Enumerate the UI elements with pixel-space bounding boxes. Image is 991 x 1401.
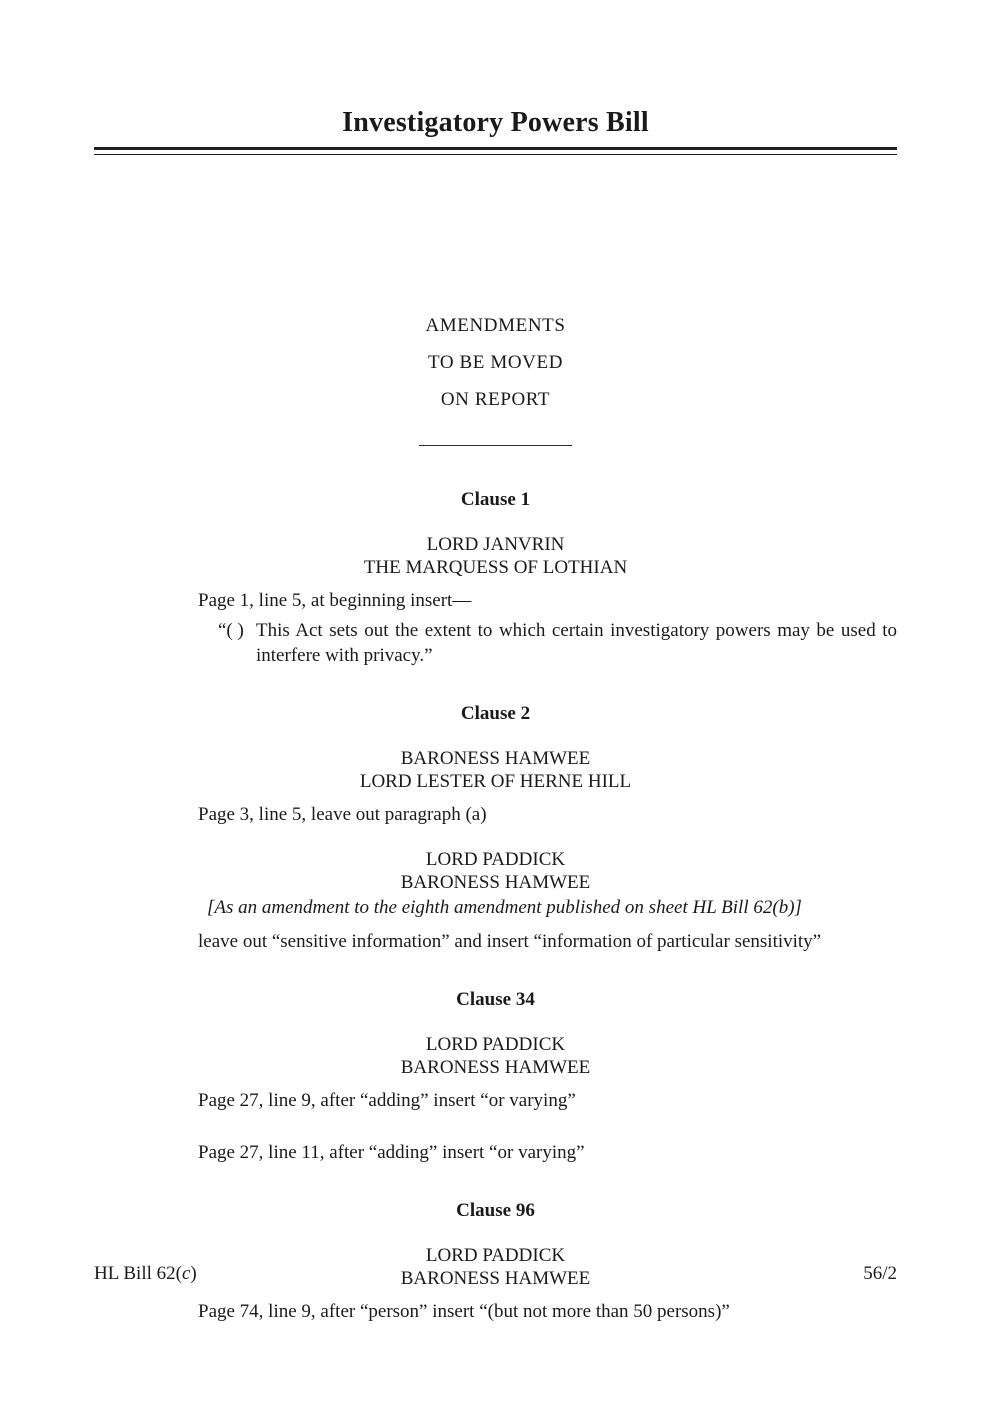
section-divider — [419, 445, 572, 446]
quote-text: This Act sets out the extent to which certain investigatory powers may be used to interfere with privacy.” — [256, 620, 897, 666]
sponsor-name: LORD LESTER OF HERNE HILL — [359, 771, 632, 792]
amendment-note: [As an amendment to the eighth amendment published on sheet HL Bill 62(b)] — [207, 897, 802, 918]
sheet-number: 56/2 — [863, 1263, 897, 1284]
bill-reference — [94, 1261, 197, 1286]
bill-reference-italic: c — [181, 1263, 191, 1284]
sponsor-list — [0, 747, 991, 793]
clause-heading: Clause 96 — [456, 1200, 535, 1221]
sponsor-list — [0, 848, 991, 894]
amendments-heading — [0, 307, 991, 418]
amendment-instruction: Page 3, line 5, leave out paragraph (a) — [198, 804, 487, 825]
sponsor-name: LORD PADDICK — [425, 1245, 566, 1266]
sponsor-name: LORD PADDICK — [425, 849, 566, 870]
bill-reference-text: HL Bill 62( — [94, 1263, 182, 1284]
page-title: Investigatory Powers Bill — [342, 107, 649, 138]
sponsor-list — [0, 1033, 991, 1079]
clause-heading: Clause 34 — [456, 989, 535, 1010]
amendment-instruction: leave out “sensitive information” and insert “information of particular sensitivity” — [198, 931, 822, 952]
sponsor-name: LORD JANVRIN — [426, 534, 565, 555]
page-footer — [94, 1261, 897, 1286]
clause-heading: Clause 1 — [460, 489, 531, 510]
clause-heading: Clause 2 — [460, 703, 531, 724]
title-rule — [94, 147, 897, 155]
sponsor-name: BARONESS HAMWEE — [400, 1268, 591, 1289]
amendment-instruction: Page 27, line 11, after “adding” insert “or varying” — [198, 1142, 585, 1163]
quote-marker: “( ) — [218, 620, 244, 641]
sponsor-list — [0, 533, 991, 579]
heading-line: TO BE MOVED — [427, 352, 564, 373]
heading-line: AMENDMENTS — [425, 315, 566, 336]
sponsor-name: THE MARQUESS OF LOTHIAN — [363, 557, 628, 578]
amendment-instruction: Page 74, line 9, after “person” insert “(but not more than 50 persons)” — [198, 1301, 730, 1322]
amendment-instruction: Page 27, line 9, after “adding” insert “or varying” — [198, 1090, 576, 1111]
heading-line: ON REPORT — [440, 389, 551, 410]
sponsor-name: LORD PADDICK — [425, 1034, 566, 1055]
amendment-instruction: Page 1, line 5, at beginning insert— — [198, 590, 472, 611]
bill-reference-text: ) — [190, 1263, 197, 1284]
sponsor-name: BARONESS HAMWEE — [400, 872, 591, 893]
sponsor-name: BARONESS HAMWEE — [400, 748, 591, 769]
amendment-quote — [218, 618, 897, 668]
sponsor-name: BARONESS HAMWEE — [400, 1057, 591, 1078]
